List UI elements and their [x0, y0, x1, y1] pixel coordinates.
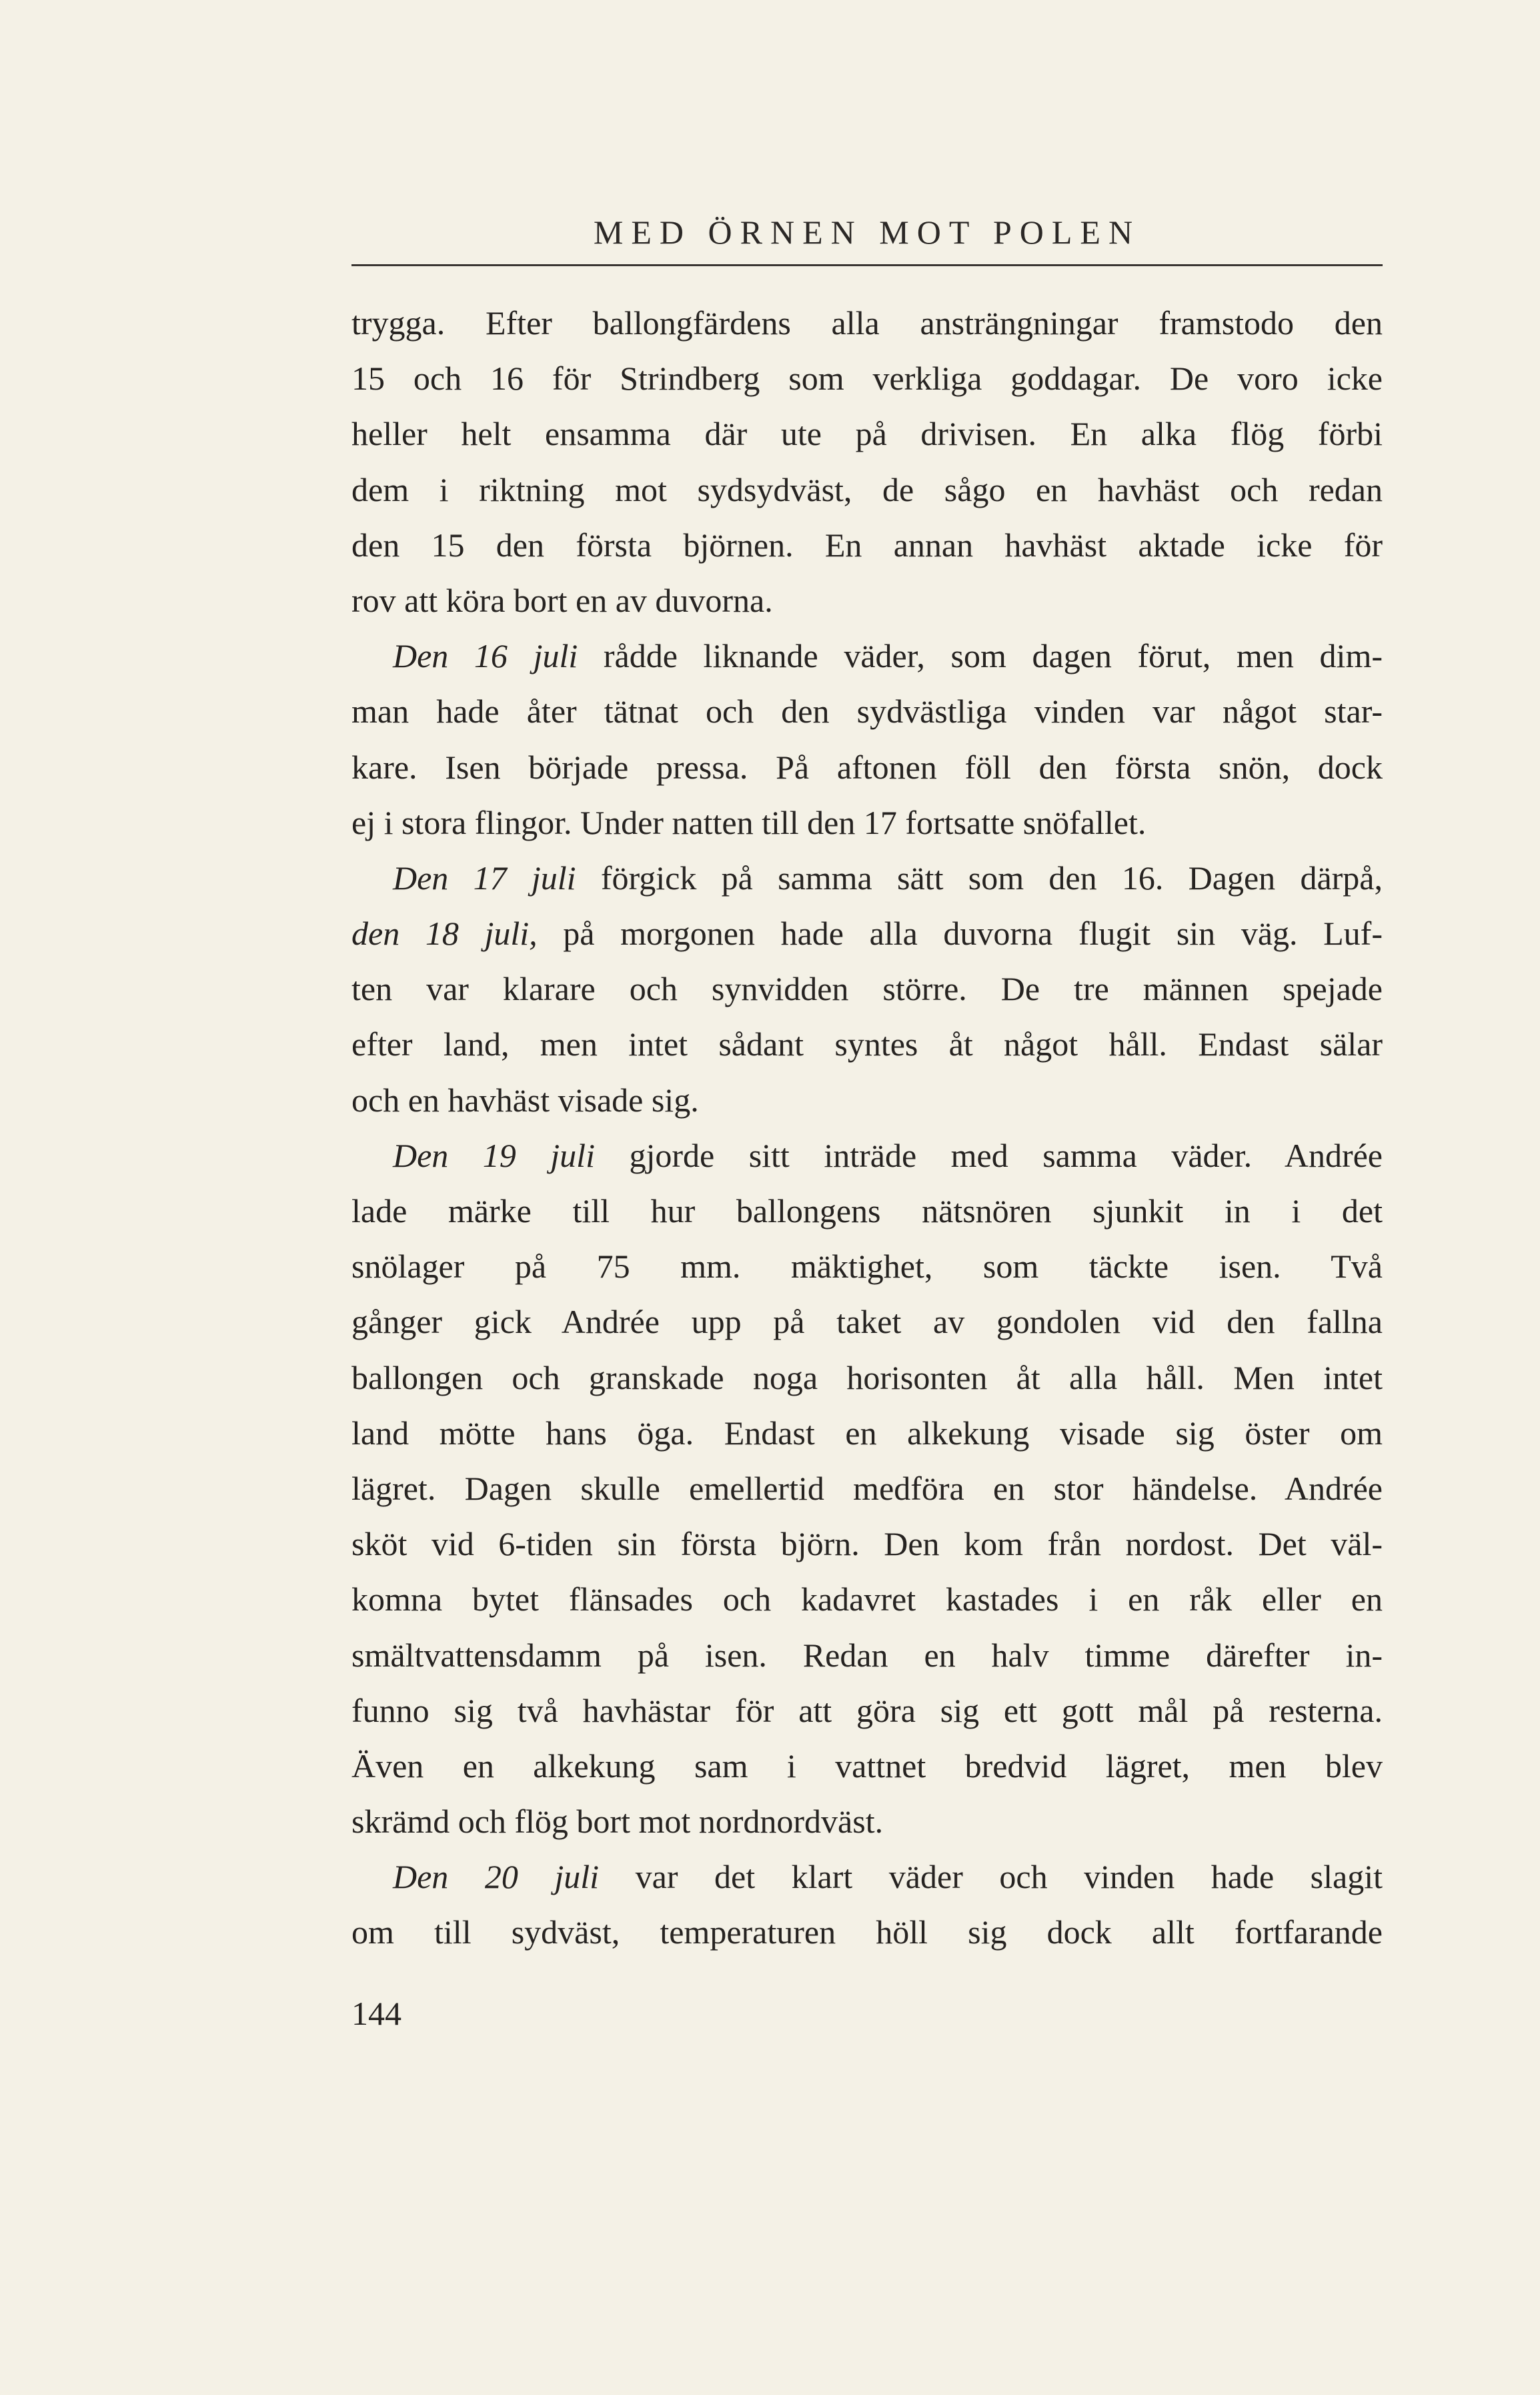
text-segment: gjorde sitt inträde med samma väder. Andrée: [594, 1136, 1383, 1174]
text-segment: lägret. Dagen skulle emellertid medföra en stor händelse. Andrée: [351, 1469, 1383, 1507]
text-line: [351, 1794, 1383, 1849]
date-heading: Den 17 juli: [393, 859, 576, 897]
text-segment: om till sydväst, temperaturen höll sig dock allt fortfarande: [351, 1913, 1383, 1951]
text-segment: den 15 den första björnen. En annan havhäst aktade icke för: [351, 526, 1383, 564]
date-heading: Den 19 juli: [393, 1136, 595, 1174]
body-text: [351, 296, 1383, 1961]
text-line: [351, 1628, 1383, 1683]
running-head: MED ÖRNEN MOT POLEN: [593, 213, 1141, 251]
text-line: [351, 740, 1383, 795]
text-line: [351, 1572, 1383, 1627]
text-line: [351, 628, 1383, 684]
text-segment: funno sig två havhästar för att göra sig ett gott mål på resterna.: [351, 1691, 1383, 1729]
text-segment: ballongen och granskade noga horisonten åt alla håll. Men intet: [351, 1358, 1383, 1396]
date-heading: Den 16 juli: [393, 637, 578, 675]
text-line: [351, 684, 1383, 739]
text-segment: heller helt ensamma där ute på drivisen. En alka flög förbi: [351, 415, 1383, 453]
text-segment: man hade åter tätnat och den sydvästliga vinden var något star-: [351, 692, 1383, 731]
text-line: [351, 1461, 1383, 1516]
text-line: [351, 1516, 1383, 1572]
text-line: [351, 1406, 1383, 1461]
date-heading: den 18 juli,: [351, 915, 538, 953]
text-segment: komna bytet flänsades och kadavret kastades i en råk eller en: [351, 1580, 1383, 1618]
page-number: 144: [351, 1995, 402, 2032]
text-line: [351, 296, 1383, 351]
text-segment: dem i riktning mot sydsydväst, de sågo en havhäst och redan: [351, 470, 1383, 508]
text-segment: efter land, men intet sådant syntes åt något håll. Endast sälar: [351, 1025, 1383, 1063]
text-line: [351, 1350, 1383, 1406]
text-segment: smältvattensdamm på isen. Redan en halv timme därefter in-: [351, 1636, 1383, 1674]
text-line: [351, 1239, 1383, 1294]
text-segment: på morgonen hade alla duvorna flugit sin väg. Luf-: [537, 915, 1383, 953]
text-line: [351, 518, 1383, 573]
text-line: [351, 1905, 1383, 1960]
text-line: [351, 1849, 1383, 1905]
date-heading: Den 20 juli: [393, 1858, 600, 1896]
text-line: [351, 573, 1383, 628]
text-line: [351, 1683, 1383, 1739]
text-segment: Även en alkekung sam i vattnet bredvid lägret, men blev: [351, 1747, 1383, 1785]
text-line: [351, 851, 1383, 906]
text-segment: trygga. Efter ballongfärdens alla ansträngningar framstodo den: [351, 304, 1383, 342]
text-line: [351, 906, 1383, 961]
text-line: [351, 1183, 1383, 1239]
text-line: [351, 1294, 1383, 1350]
text-line: [351, 1017, 1383, 1072]
text-segment: 15 och 16 för Strindberg som verkliga goddagar. De voro icke: [351, 360, 1383, 398]
text-line: [351, 795, 1383, 851]
text-line: [351, 462, 1383, 518]
text-segment: ej i stora flingor. Under natten till den 17 fortsatte snöfallet.: [351, 803, 1146, 841]
text-line: [351, 1739, 1383, 1794]
text-segment: förgick på samma sätt som den 16. Dagen därpå,: [576, 859, 1383, 897]
text-segment: gånger gick Andrée upp på taket av gondolen vid den fallna: [351, 1303, 1383, 1341]
header-rule: [351, 264, 1383, 266]
text-line: [351, 961, 1383, 1017]
text-segment: skrämd och flög bort mot nordnordväst.: [351, 1803, 884, 1841]
text-segment: ten var klarare och synvidden större. De tre männen spejade: [351, 970, 1383, 1008]
text-segment: rådde liknande väder, som dagen förut, men dim-: [578, 637, 1383, 675]
text-line: [351, 1128, 1383, 1183]
text-segment: kare. Isen började pressa. På aftonen föll den första snön, dock: [351, 748, 1383, 786]
text-segment: lade märke till hur ballongens nätsnören sjunkit in i det: [351, 1192, 1383, 1230]
text-line: [351, 351, 1383, 406]
text-segment: och en havhäst visade sig.: [351, 1081, 699, 1119]
text-line: [351, 406, 1383, 462]
text-line: [351, 1073, 1383, 1128]
text-segment: var det klart väder och vinden hade slagit: [599, 1858, 1383, 1896]
text-segment: snölager på 75 mm. mäktighet, som täckte isen. Två: [351, 1248, 1383, 1286]
text-segment: sköt vid 6-tiden sin första björn. Den kom från nordost. Det väl-: [351, 1525, 1383, 1563]
text-segment: land mötte hans öga. Endast en alkekung visade sig öster om: [351, 1414, 1383, 1452]
text-segment: rov att köra bort en av duvorna.: [351, 581, 773, 619]
